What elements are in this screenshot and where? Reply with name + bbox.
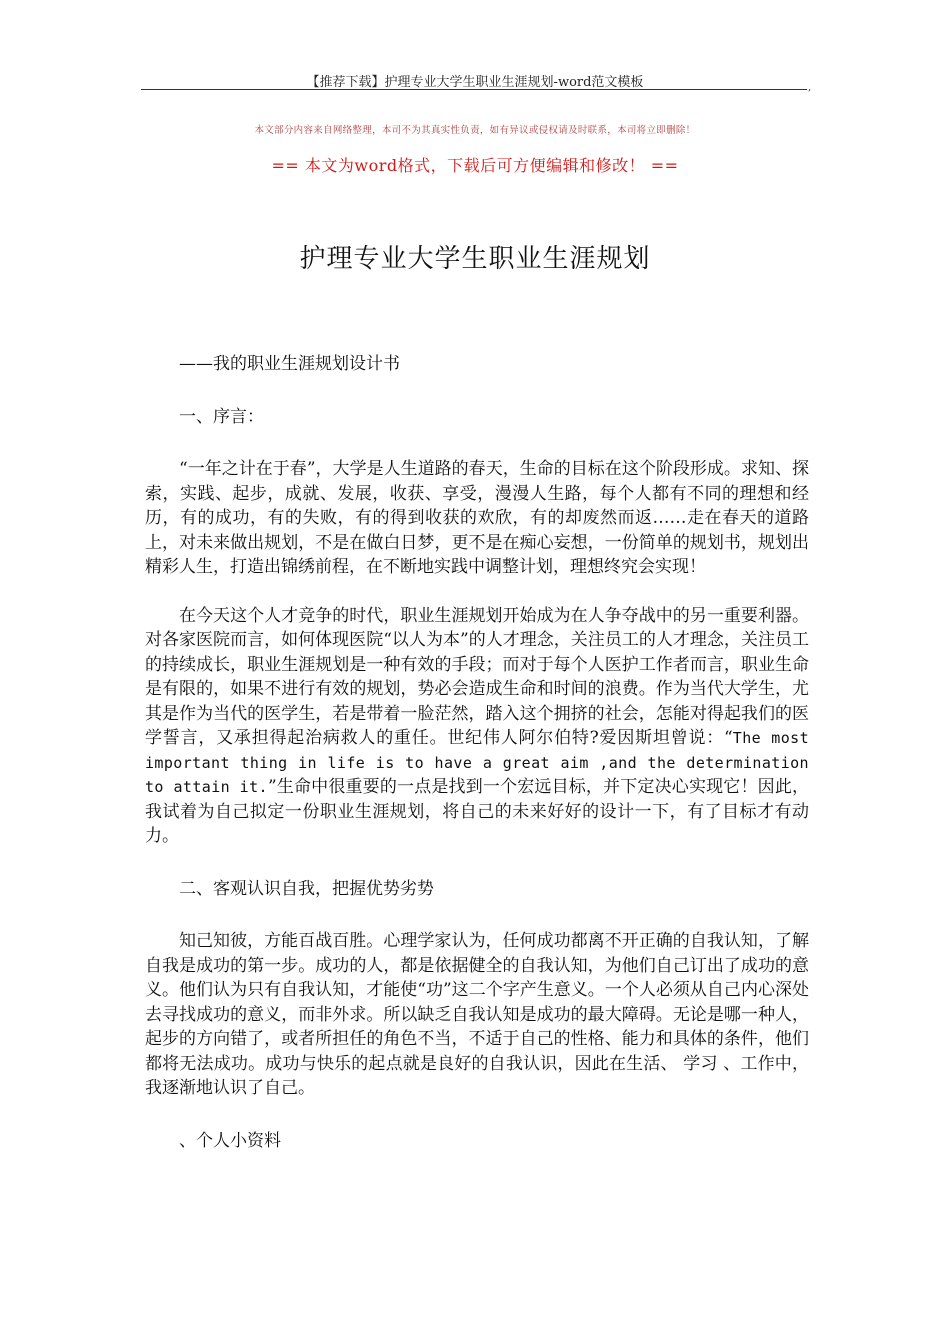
header-divider: [141, 89, 807, 90]
paragraph-2-text-a: 在今天这个人才竞争的时代，职业生涯规划开始成为在人争夺战中的另一重要利器。对各家医院而言，如何体现医院“以人为本”的人才理念，关注员工的人才理念，关注员工的持续成长，职业生涯规划是一种有效的手段；而对于每个人医护工作者而言，职业生命是有限的，如果不进行有效的规划，势必会造成生命和时间的浪费。作为当代大学生，尤其是作为当代的医学生，若是带着一脸茫然，踏入这个拥挤的社会，怎能对得起我们的医学誓言，又承担得起治病救人的重任。世纪伟人阿尔伯特?爱因斯坦曾说：“: [145, 605, 809, 748]
subtitle: ——我的职业生涯规划设计书: [179, 354, 400, 374]
section-3-heading: 、个人小资料: [179, 1130, 281, 1151]
paragraph-2-text-b: ”生命中很重要的一点是找到一个宏远目标，并下定决心实现它！因此，我试着为自己拟定一份职业生涯规划，将自己的未来好好的设计一下，有了目标才有动力。: [145, 777, 809, 846]
section-1-paragraph-1: “一年之计在于春”，大学是人生道路的春天，生命的目标在这个阶段形成。求知、探索，实践、起步，成就、发展，收获、享受，漫漫人生路，每个人都有不同的理想和经历，有的成功，有的失败，有的得到收获的欢欣，有的却废然而返……走在春天的道路上，对未来做出规划，不是在做白日梦，更不是在痴心妄想，一份简单的规划书，规划出精彩人生，打造出锦绣前程，在不断地实践中调整计划，理想终究会实现！: [145, 459, 809, 577]
document-title: 护理专业大学生职业生涯规划: [299, 244, 651, 274]
document-body: [145, 352, 809, 1153]
einstein-quote: The most important thing in life is to have a great aim ,and the determination to attain it.: [145, 729, 809, 796]
disclaimer-text: 本文部分内容来自网络整理，本司不为其真实性负责，如有异议或侵权请及时联系，本司将立即删除！: [254, 125, 696, 136]
section-1-heading: 一、序言：: [179, 406, 264, 427]
header-mark: ,: [808, 82, 812, 93]
section-1-paragraph-2: [145, 604, 809, 849]
page-header: 【推荐下载】护理专业大学生职业生涯规划-word范文模板: [306, 75, 644, 90]
format-notice: == 本文为word格式，下载后可方便编辑和修改！ ==: [271, 156, 679, 175]
section-2-paragraph-1: 知己知彼，方能百战百胜。心理学家认为，任何成功都离不开正确的自我认知，了解自我是成功的第一步。成功的人，都是依据健全的自我认知，为他们自己订出了成功的意义。他们认为只有自我认知，才能使“功”这二个字产生意义。一个人必须从自己内心深处去寻找成功的意义，而非外求。所以缺乏自我认知是成功的最大障碍。无论是哪一种人，起步的方向错了，或者所担任的角色不当，不适于自己的性格、能力和具体的条件，他们都将无法成功。成功与快乐的起点就是良好的自我认识，因此在生活、 学习 、工作中，我逐渐地认识了自己。: [145, 931, 809, 1098]
section-2-heading: 二、客观认识自我，把握优势劣势: [179, 878, 434, 899]
